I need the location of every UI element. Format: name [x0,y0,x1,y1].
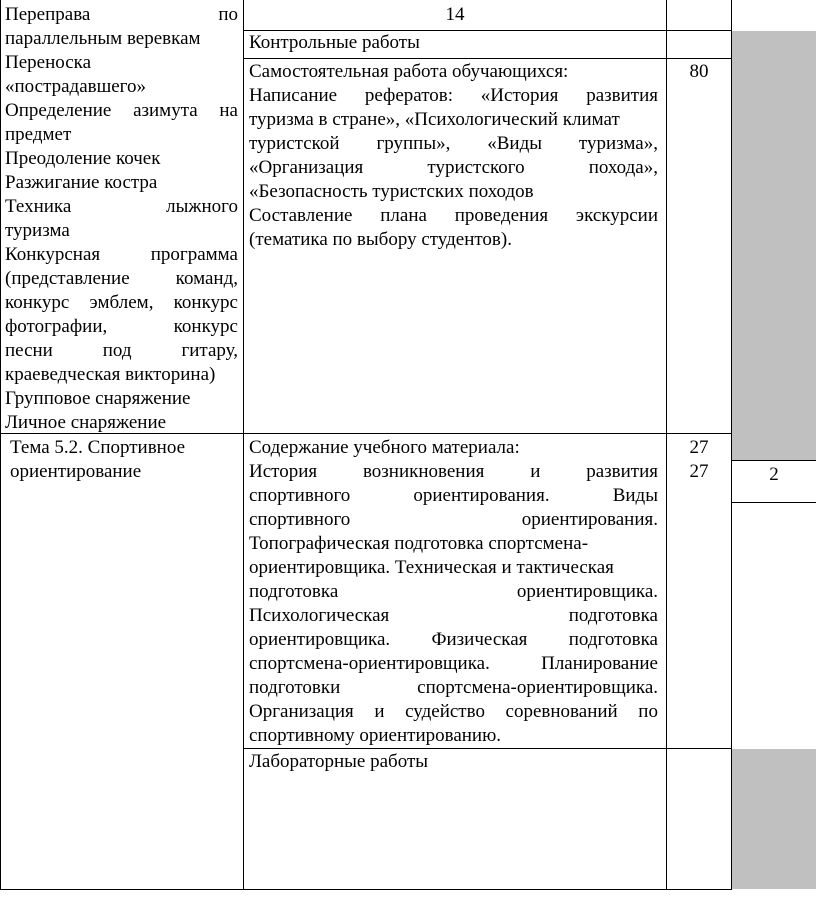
independent-work-text [249,60,658,252]
gray-cell-2 [731,749,816,889]
text-word: команд, [175,268,238,289]
text-word: Планирование [541,653,658,674]
text-line [5,243,238,267]
text-word: туризма в стране», «Психологический климат [249,109,620,130]
text-line [5,387,238,411]
text-line [5,3,238,27]
hline-bottom [0,889,732,890]
text-word: Техника [5,196,72,217]
vline-left [0,0,1,890]
text-word: (тематика по выбору студентов). [249,229,512,250]
vline-3 [731,0,732,890]
text-word: туристского [427,157,525,178]
text-word: «История [480,85,559,106]
text-word: по [218,4,238,25]
text-word: Личное снаряжение [5,412,167,433]
content-hours-1: 27 [689,437,709,458]
text-line [249,724,658,748]
text-line [5,267,238,291]
mastery-level: 2 [769,464,779,485]
text-line [5,315,238,339]
text-word: Содержание учебного материала: [249,437,520,458]
text-line [249,700,658,724]
text-word: История [249,461,318,482]
text-word: и [530,461,541,482]
text-word: развития [586,461,658,482]
text-word: (представление [5,268,130,289]
text-line [5,75,238,99]
text-word: туристской [249,133,340,154]
text-word: спортивного [249,485,351,506]
text-word: азимута [133,100,198,121]
text-word: и [374,701,385,722]
text-word: фотографии, [5,316,108,337]
hours-top: 14 [445,4,465,25]
vline-1 [243,0,244,890]
text-word: Виды [612,485,658,506]
text-word: Разжигание костра [5,172,158,193]
content-hours-2: 27 [689,461,709,482]
text-line [5,411,238,435]
text-word: по [638,701,658,722]
text-word: развития [586,85,658,106]
text-word: проведения [454,205,549,226]
left-topic-list [5,3,238,435]
text-line [5,123,238,147]
text-line [249,508,658,532]
text-line [5,219,238,243]
hline-level-top [731,460,816,461]
text-word: туризма [5,220,70,241]
text-line [249,484,658,508]
topic-title: Тема 5.2. Спортивное ориентирование [10,437,186,482]
text-word: конкурс [173,292,238,313]
hline-lab [243,748,732,749]
text-word: Написание [249,85,338,106]
text-word: гитару, [181,340,238,361]
text-word: спортсмена-ориентировщика. [417,677,658,698]
text-word: судейство [405,701,485,722]
text-word: эмблем, [89,292,154,313]
text-line [249,108,658,132]
text-line [5,51,238,75]
text-word: ориентировщика. [249,629,391,650]
text-word: Составление [249,205,353,226]
text-word: подготовка [249,581,339,602]
text-word: Групповое снаряжение [5,388,191,409]
text-word: ориентировщика. Техническая и тактическая [249,557,614,578]
text-word: «Безопасность туристских походов [249,181,534,202]
text-line [5,291,238,315]
text-line [5,171,238,195]
text-word: экскурсии [575,205,658,226]
text-line [249,556,658,580]
independent-hours: 80 [689,61,709,82]
hline-top-2 [243,58,732,59]
text-line [249,676,658,700]
text-word: Физическая [431,629,528,650]
text-line [249,580,658,604]
text-word: Конкурсная [5,244,101,265]
text-word: «пострадавшего» [5,76,146,97]
hline-level-bottom [731,502,816,503]
text-word: программа [150,244,238,265]
text-word: похода», [588,157,658,178]
text-word: плана [380,205,427,226]
text-word: группы», [376,133,451,154]
text-word: туризма», [578,133,658,154]
text-line [249,228,658,252]
text-word: Определение [5,100,112,121]
lab-works-label: Лабораторные работы [249,751,429,772]
text-line [249,604,658,628]
text-word: соревнований [505,701,618,722]
text-word: спортсмена-ориентировщика. [249,653,490,674]
text-line [249,204,658,228]
text-word: возникновения [362,461,485,482]
text-line [249,84,658,108]
text-word: предмет [5,124,72,145]
text-line [249,156,658,180]
text-line [5,339,238,363]
text-line [249,180,658,204]
text-word: «Виды [487,133,543,154]
text-line [249,628,658,652]
text-word: Организация [249,701,354,722]
text-word: Самостоятельная работа обучающихся: [249,61,569,82]
text-word: под [102,340,132,361]
text-word: ориентирования. [413,485,550,506]
text-line [249,460,658,484]
text-word: подготовка [568,629,658,650]
text-line [249,532,658,556]
gray-cell-1 [731,31,816,460]
text-line [5,147,238,171]
text-word: конкурс [173,316,238,337]
text-word: Топографическая подготовка спортсмена- [249,533,589,554]
text-line [249,132,658,156]
text-word: спортивного [249,509,351,530]
text-word: песни [5,340,53,361]
text-word: ориентировщика. [516,581,658,602]
text-word: на [219,100,238,121]
text-word: ориентирования. [521,509,658,530]
control-works-label: Контрольные работы [249,32,420,53]
text-word: краеведческая викторина) [5,364,216,385]
text-word: Переноска [5,52,92,73]
text-word: Переправа [5,4,91,25]
text-line [5,27,238,51]
text-word: рефератов: [364,85,454,106]
text-line [5,99,238,123]
text-word: подготовка [568,605,658,626]
text-line [5,363,238,387]
text-word: Преодоление кочек [5,148,161,169]
text-word: спортивному ориентированию. [249,725,502,746]
text-line [249,60,658,84]
text-word: подготовки [249,677,341,698]
text-line [249,436,658,460]
text-word: лыжного [166,196,238,217]
text-word: «Организация [249,157,364,178]
content-text [249,436,658,748]
text-line [5,195,238,219]
text-word: конкурс [5,292,70,313]
text-word: Психологическая [249,605,390,626]
text-line [249,652,658,676]
text-word: параллельным веревкам [5,28,201,49]
